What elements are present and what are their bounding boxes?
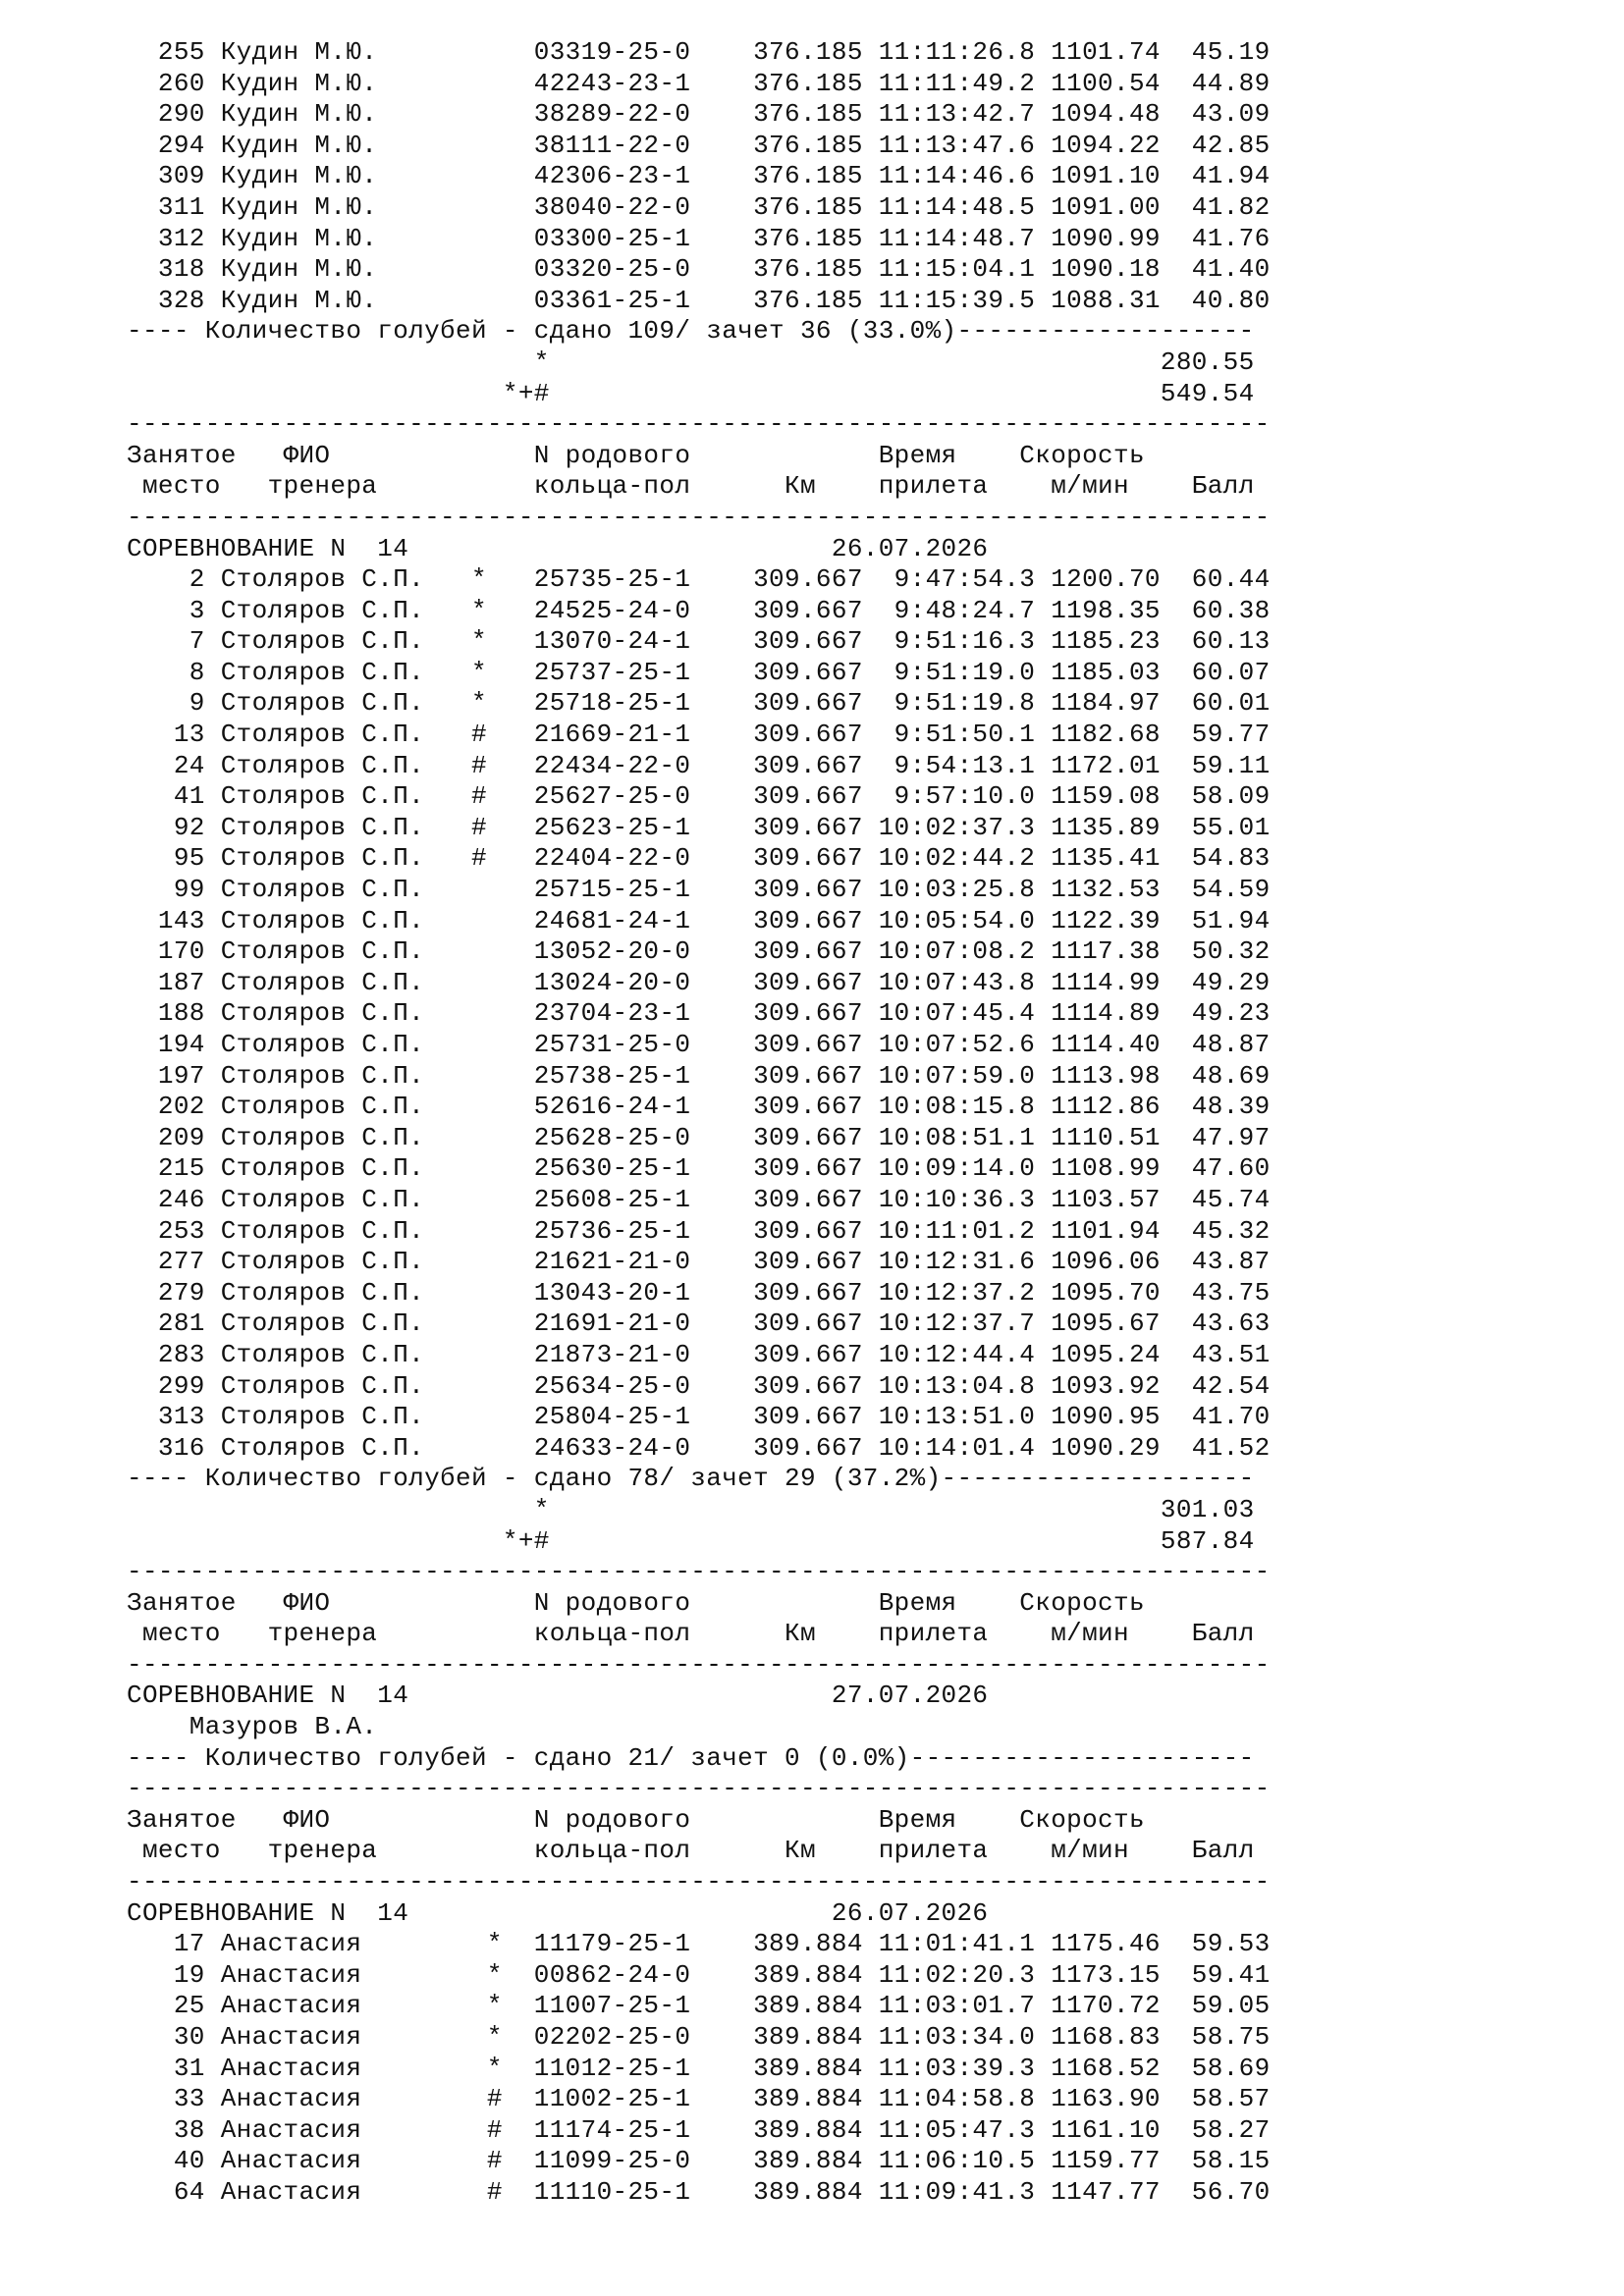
result-row: 19 Анастасия * 00862-24-0 389.884 11:02:20.3 1173.15 59.41 xyxy=(127,1959,1271,1990)
summary-line: ---- Количество голубей - сдано 109/ зачет 36 (33.0%)------------------- xyxy=(127,316,1255,347)
column-header: место тренера кольца-пол Км прилета м/мин Балл xyxy=(127,1619,1255,1649)
result-row: 202 Столяров С.П. 52616-24-1 309.667 10:08:15.8 1112.86 48.39 xyxy=(127,1092,1271,1122)
competition-header: СОРЕВНОВАНИЕ N 14 26.07.2026 xyxy=(127,533,989,563)
result-row: 33 Анастасия # 11002-25-1 389.884 11:04:58.8 1163.90 58.57 xyxy=(127,2084,1271,2114)
result-row: 64 Анастасия # 11110-25-1 389.884 11:09:41.3 1147.77 56.70 xyxy=(127,2176,1271,2207)
result-row: 143 Столяров С.П. 24681-24-1 309.667 10:05:54.0 1122.39 51.94 xyxy=(127,905,1271,935)
result-row: 24 Столяров С.П. # 22434-22-0 309.667 9:54:13.1 1172.01 59.11 xyxy=(127,750,1271,780)
column-header: место тренера кольца-пол Км прилета м/мин Балл xyxy=(127,471,1255,502)
total-line: * 301.03 xyxy=(127,1494,1255,1524)
result-row: 209 Столяров С.П. 25628-25-0 309.667 10:08:51.1 1110.51 47.97 xyxy=(127,1122,1271,1152)
result-row: 277 Столяров С.П. 21621-21-0 309.667 10:12:31.6 1096.06 43.87 xyxy=(127,1247,1271,1277)
result-row: 197 Столяров С.П. 25738-25-1 309.667 10:07:59.0 1113.98 48.69 xyxy=(127,1060,1271,1091)
result-row: 170 Столяров С.П. 13052-20-0 309.667 10:07:08.2 1117.38 50.32 xyxy=(127,936,1271,967)
result-row: 25 Анастасия * 11007-25-1 389.884 11:03:01.7 1170.72 59.05 xyxy=(127,1991,1271,2021)
summary-line: ---- Количество голубей - сдано 21/ зачет 0 (0.0%)---------------------- xyxy=(127,1742,1255,1773)
results-printout xyxy=(127,37,1271,2209)
result-row: 30 Анастасия * 02202-25-0 389.884 11:03:34.0 1168.83 58.75 xyxy=(127,2022,1271,2052)
result-row: 31 Анастасия * 11012-25-1 389.884 11:03:39.3 1168.52 58.69 xyxy=(127,2053,1271,2083)
result-row: 290 Кудин М.Ю. 38289-22-0 376.185 11:13:42.7 1094.48 43.09 xyxy=(127,99,1271,130)
total-line: *+# 549.54 xyxy=(127,378,1255,408)
result-row: 41 Столяров С.П. # 25627-25-0 309.667 9:57:10.0 1159.08 58.09 xyxy=(127,781,1271,812)
competition-header: СОРЕВНОВАНИЕ N 14 26.07.2026 xyxy=(127,1897,989,1928)
result-row: 7 Столяров С.П. * 13070-24-1 309.667 9:51:16.3 1185.23 60.13 xyxy=(127,626,1271,657)
column-header: Занятое ФИО N родового Время Скорость xyxy=(127,440,1145,470)
result-row: 194 Столяров С.П. 25731-25-0 309.667 10:07:52.6 1114.40 48.87 xyxy=(127,1030,1271,1059)
result-row: 92 Столяров С.П. # 25623-25-1 309.667 10:02:37.3 1135.89 55.01 xyxy=(127,812,1271,842)
result-row: 318 Кудин М.Ю. 03320-25-0 376.185 11:15:04.1 1090.18 41.40 xyxy=(127,254,1271,285)
result-row: 246 Столяров С.П. 25608-25-1 309.667 10:10:36.3 1103.57 45.74 xyxy=(127,1184,1271,1214)
result-row: 9 Столяров С.П. * 25718-25-1 309.667 9:51:19.8 1184.97 60.01 xyxy=(127,688,1271,719)
total-line: *+# 587.84 xyxy=(127,1525,1255,1556)
result-row: 311 Кудин М.Ю. 38040-22-0 376.185 11:14:48.5 1091.00 41.82 xyxy=(127,191,1271,222)
result-row: 38 Анастасия # 11174-25-1 389.884 11:05:47.3 1161.10 58.27 xyxy=(127,2114,1271,2145)
result-row: 328 Кудин М.Ю. 03361-25-1 376.185 11:15:39.5 1088.31 40.80 xyxy=(127,285,1271,315)
result-row: 283 Столяров С.П. 21873-21-0 309.667 10:12:44.4 1095.24 43.51 xyxy=(127,1339,1271,1369)
divider-line: ------------------------------------------------------------------------- xyxy=(127,1557,1271,1587)
divider-line: ------------------------------------------------------------------------- xyxy=(127,1867,1271,1897)
column-header: место тренера кольца-пол Км прилета м/мин Балл xyxy=(127,1836,1255,1866)
competition-header: СОРЕВНОВАНИЕ N 14 27.07.2026 xyxy=(127,1681,989,1711)
result-row: 312 Кудин М.Ю. 03300-25-1 376.185 11:14:48.7 1090.99 41.76 xyxy=(127,223,1271,253)
text-line: Мазуров В.А. xyxy=(127,1712,378,1742)
divider-line: ------------------------------------------------------------------------- xyxy=(127,1774,1271,1804)
result-row: 316 Столяров С.П. 24633-24-0 309.667 10:14:01.4 1090.29 41.52 xyxy=(127,1432,1271,1463)
column-header: Занятое ФИО N родового Время Скорость xyxy=(127,1587,1145,1618)
result-row: 281 Столяров С.П. 21691-21-0 309.667 10:12:37.7 1095.67 43.63 xyxy=(127,1308,1271,1339)
result-row: 215 Столяров С.П. 25630-25-1 309.667 10:09:14.0 1108.99 47.60 xyxy=(127,1153,1271,1184)
result-row: 95 Столяров С.П. # 22404-22-0 309.667 10:02:44.2 1135.41 54.83 xyxy=(127,843,1271,874)
result-row: 13 Столяров С.П. # 21669-21-1 309.667 9:51:50.1 1182.68 59.77 xyxy=(127,720,1271,750)
result-row: 2 Столяров С.П. * 25735-25-1 309.667 9:47:54.3 1200.70 60.44 xyxy=(127,564,1271,595)
divider-line: ------------------------------------------------------------------------- xyxy=(127,1649,1271,1680)
column-header: Занятое ФИО N родового Время Скорость xyxy=(127,1804,1145,1835)
divider-line: ------------------------------------------------------------------------- xyxy=(127,409,1271,440)
result-row: 309 Кудин М.Ю. 42306-23-1 376.185 11:14:46.6 1091.10 41.94 xyxy=(127,161,1271,191)
result-row: 188 Столяров С.П. 23704-23-1 309.667 10:07:45.4 1114.89 49.23 xyxy=(127,998,1271,1029)
result-row: 294 Кудин М.Ю. 38111-22-0 376.185 11:13:47.6 1094.22 42.85 xyxy=(127,130,1271,160)
result-row: 260 Кудин М.Ю. 42243-23-1 376.185 11:11:49.2 1100.54 44.89 xyxy=(127,68,1271,98)
result-row: 3 Столяров С.П. * 24525-24-0 309.667 9:48:24.7 1198.35 60.38 xyxy=(127,595,1271,625)
result-row: 255 Кудин М.Ю. 03319-25-0 376.185 11:11:26.8 1101.74 45.19 xyxy=(127,37,1271,67)
result-row: 253 Столяров С.П. 25736-25-1 309.667 10:11:01.2 1101.94 45.32 xyxy=(127,1215,1271,1246)
result-row: 99 Столяров С.П. 25715-25-1 309.667 10:03:25.8 1132.53 54.59 xyxy=(127,875,1271,905)
result-row: 299 Столяров С.П. 25634-25-0 309.667 10:13:04.8 1093.92 42.54 xyxy=(127,1370,1271,1401)
result-row: 187 Столяров С.П. 13024-20-0 309.667 10:07:43.8 1114.99 49.29 xyxy=(127,967,1271,997)
result-row: 313 Столяров С.П. 25804-25-1 309.667 10:13:51.0 1090.95 41.70 xyxy=(127,1402,1271,1432)
result-row: 279 Столяров С.П. 13043-20-1 309.667 10:12:37.2 1095.70 43.75 xyxy=(127,1277,1271,1308)
summary-line: ---- Количество голубей - сдано 78/ зачет 29 (37.2%)-------------------- xyxy=(127,1464,1255,1494)
result-row: 40 Анастасия # 11099-25-0 389.884 11:06:10.5 1159.77 58.15 xyxy=(127,2146,1271,2176)
divider-line: ------------------------------------------------------------------------- xyxy=(127,502,1271,532)
result-row: 17 Анастасия * 11179-25-1 389.884 11:01:41.1 1175.46 59.53 xyxy=(127,1929,1271,1959)
result-row: 8 Столяров С.П. * 25737-25-1 309.667 9:51:19.0 1185.03 60.07 xyxy=(127,657,1271,687)
total-line: * 280.55 xyxy=(127,347,1255,377)
